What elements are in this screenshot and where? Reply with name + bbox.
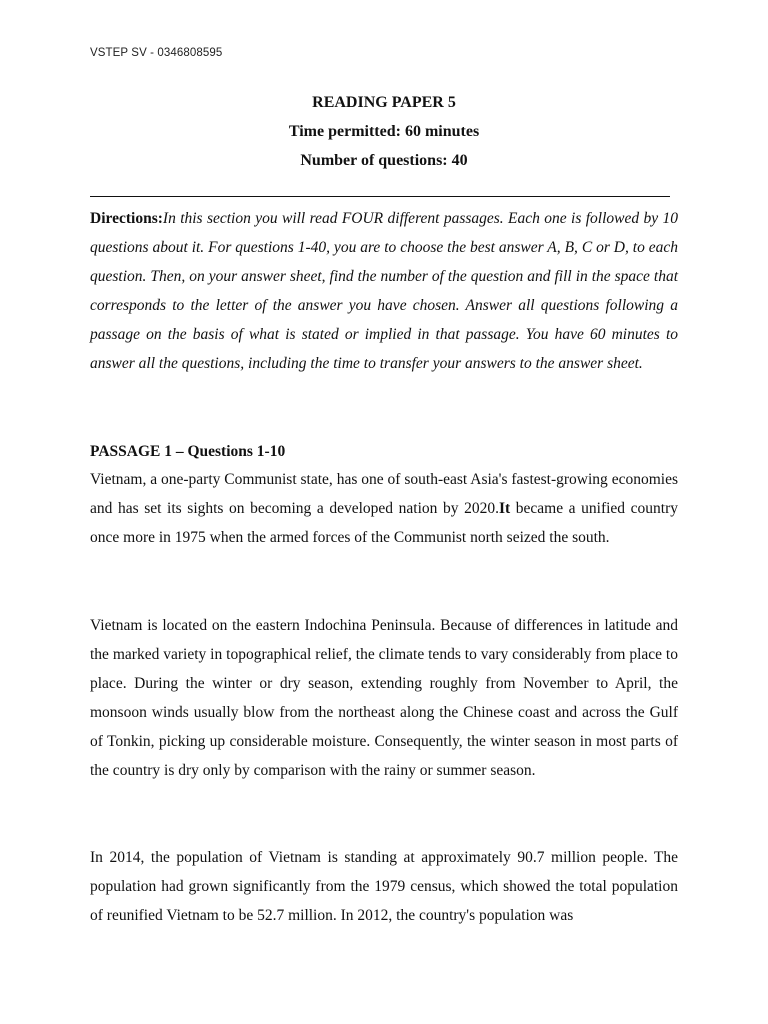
paragraph-1-text-a: Vietnam, a one-party Communist state, has one of south-east Asia's fastest-growing economies and has set its sights on becoming a developed nation by 2020. [90,471,678,517]
number-of-questions: Number of questions: 40 [300,152,468,169]
divider-rule [90,196,670,197]
directions-time-note: You have 60 minutes to answer all the questions, including the time to transfer your answers to the answer sheet. [90,326,679,372]
paragraph-1-text-b: became a unified country once more in 1975 when the armed forces of the Communist north seized the south. [90,500,678,546]
passage-paragraph-1 [90,465,678,552]
title-block [0,92,768,179]
passage-paragraph-2: Vietnam is located on the eastern Indochina Peninsula. Because of differences in latitude and the marked variety in topographical relief, the climate tends to vary considerably from place to place. During the winter or dry season, extending roughly from November to April, the monsoon winds usually blow from the northeast along the Chinese coast and across the Gulf of Tonkin, picking up considerable moisture. Consequently, the winter season in most parts of the country is dry only by comparison with the rainy or summer season. [90,617,678,779]
time-permitted: Time permitted: 60 minutes [288,123,480,140]
directions-label: Directions: [90,210,163,227]
directions-paragraph [90,204,678,378]
paragraph-1-bold-word: It [498,500,511,517]
directions-text: In this section you will read FOUR different passages. Each one is followed by 10 questions about it. For questions 1-40, you are to choose the best answer A, B, C or D, to each question. Then, on your answer sheet, find the number of the question and fill in the space that corresponds to the letter of the answer you have chosen. Answer all questions following a passage on the basis of what is stated or implied in that passage. [90,210,678,343]
passage-heading: PASSAGE 1 – Questions 1-10 [90,443,286,460]
passage-paragraph-3-container [90,843,678,929]
passage-paragraph-3: In 2014, the population of Vietnam is standing at approximately 90.7 million people. The population had grown significantly from the 1979 census, which showed the total population of reunified Vietnam to be 52.7 million. In 2012, the country's population was [90,849,678,924]
paper-title: READING PAPER 5 [312,94,456,111]
header-contact: VSTEP SV - 0346808595 [90,47,223,59]
